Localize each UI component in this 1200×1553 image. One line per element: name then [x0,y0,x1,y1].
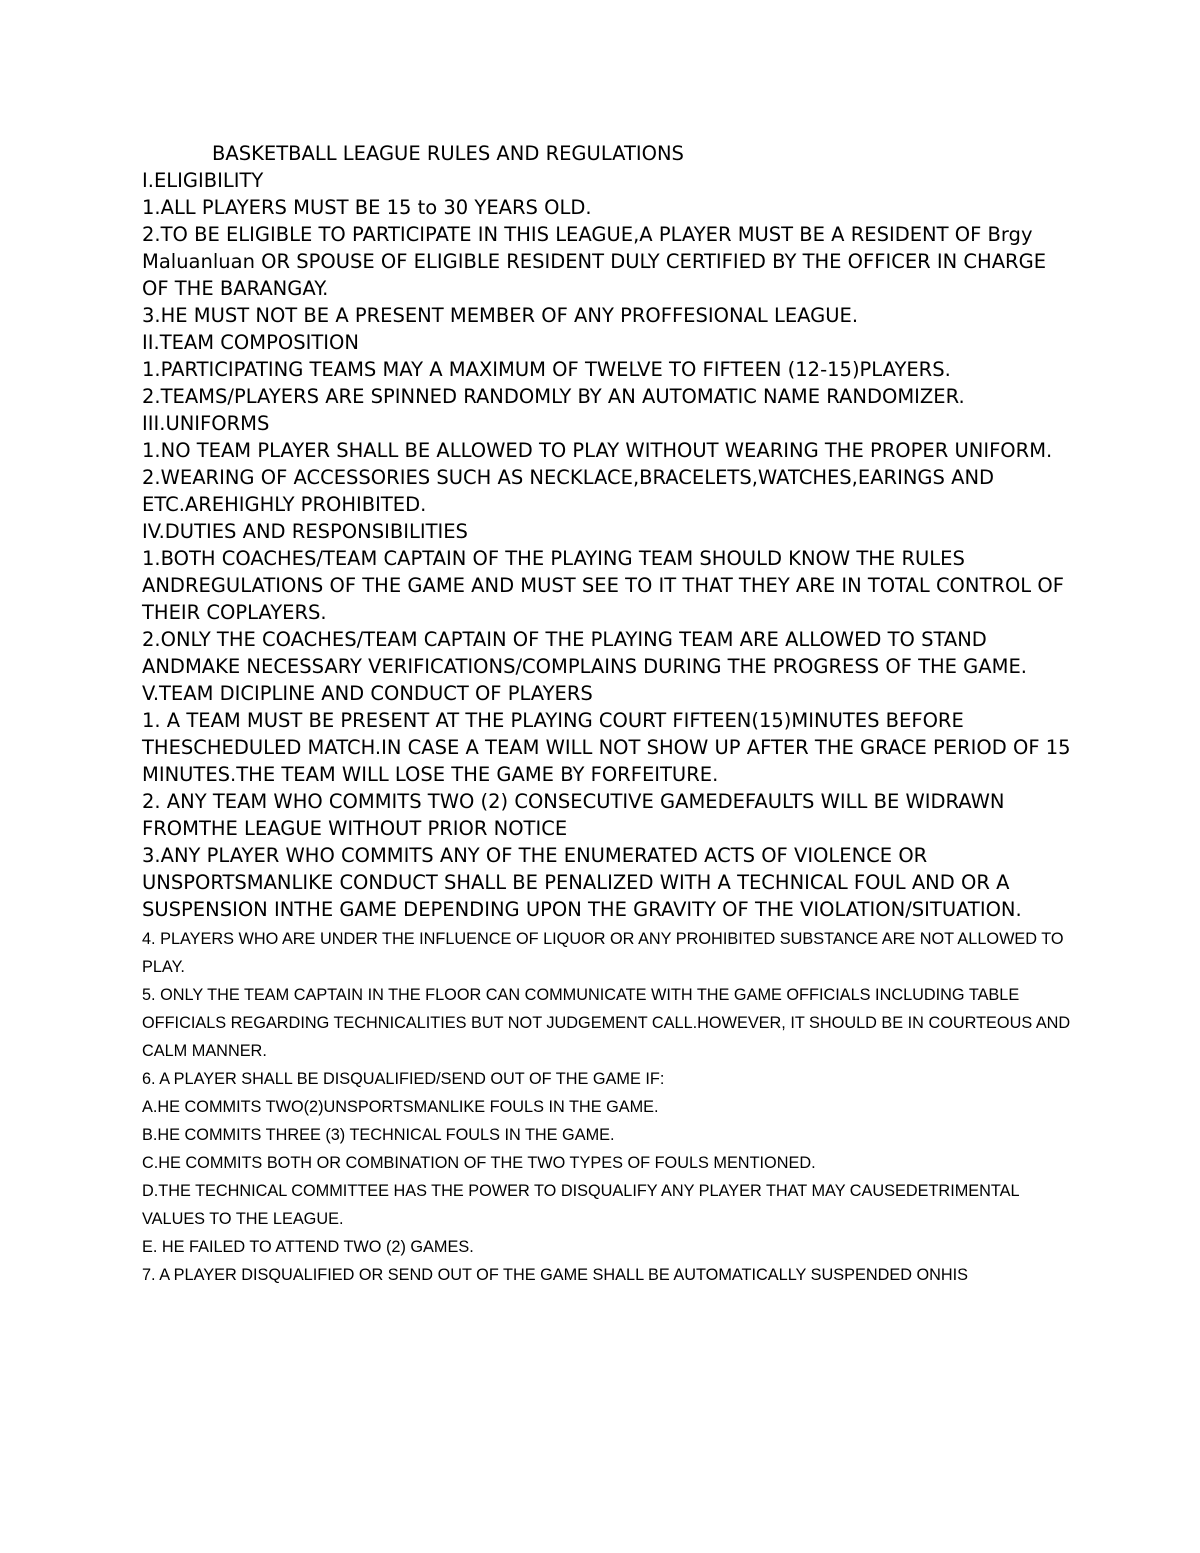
rule-subitem: E. HE FAILED TO ATTEND TWO (2) GAMES. [142,1238,474,1256]
rule-subitem: C.HE COMMITS BOTH OR COMBINATION OF THE TWO TYPES OF FOULS MENTIONED. [142,1154,816,1172]
rule-subitem: D.THE TECHNICAL COMMITTEE HAS THE POWER TO DISQUALIFY ANY PLAYER THAT MAY CAUSEDETRIMENTAL VALUES TO THE LEAGUE. [142,1182,1019,1228]
rule-subitem: A.HE COMMITS TWO(2)UNSPORTSMANLIKE FOULS IN THE GAME. [142,1098,659,1116]
rule-paragraph: 4. PLAYERS WHO ARE UNDER THE INFLUENCE OF LIQUOR OR ANY PROHIBITED SUBSTANCE ARE NOT ALLOWED TO PLAY. [142,930,1064,976]
rule-paragraph: 5. ONLY THE TEAM CAPTAIN IN THE FLOOR CAN COMMUNICATE WITH THE GAME OFFICIALS INCLUDING TABLE OFFICIALS REGARDING TECHNICALITIES BUT NOT JUDGEMENT CALL.HOWEVER, IT SHOULD BE IN COURTEOUS AND CALM MANNER. [142,986,1071,1060]
rule-paragraph: 1.NO TEAM PLAYER SHALL BE ALLOWED TO PLAY WITHOUT WEARING THE PROPER UNIFORM. [142,439,1053,462]
rule-paragraph: 2.TEAMS/PLAYERS ARE SPINNED RANDOMLY BY AN AUTOMATIC NAME RANDOMIZER. [142,385,965,408]
rules-section-a [142,167,1072,923]
rule-paragraph: 1.PARTICIPATING TEAMS MAY A MAXIMUM OF TWELVE TO FIFTEEN (12-15)PLAYERS. [142,358,951,381]
section-heading-duties: IV.DUTIES AND RESPONSIBILITIES [142,520,468,543]
rule-paragraph: 2.WEARING OF ACCESSORIES SUCH AS NECKLACE,BRACELETS,WATCHES,EARINGS AND ETC.AREHIGHLY PROHIBITED. [142,466,995,516]
rule-paragraph: 1.ALL PLAYERS MUST BE 15 to 30 YEARS OLD. [142,196,592,219]
rule-paragraph: 1. A TEAM MUST BE PRESENT AT THE PLAYING COURT FIFTEEN(15)MINUTES BEFORE THESCHEDULED MATCH.IN CASE A TEAM WILL NOT SHOW UP AFTER THE GRACE PERIOD OF 15 MINUTES.THE TEAM WILL LOSE THE GAME BY FORFEITURE. [142,709,1071,786]
rule-paragraph: 2.ONLY THE COACHES/TEAM CAPTAIN OF THE PLAYING TEAM ARE ALLOWED TO STAND ANDMAKE NECESSARY VERIFICATIONS/COMPLAINS DURING THE PROGRESS OF THE GAME. [142,628,1027,678]
section-heading-uniforms: III.UNIFORMS [142,412,270,435]
rules-section-b [142,925,1072,1289]
rule-paragraph: 7. A PLAYER DISQUALIFIED OR SEND OUT OF THE GAME SHALL BE AUTOMATICALLY SUSPENDED ONHIS [142,1266,969,1284]
rule-paragraph: 6. A PLAYER SHALL BE DISQUALIFIED/SEND OUT OF THE GAME IF: [142,1070,665,1088]
section-heading-eligibility: I.ELIGIBILITY [142,169,264,192]
rule-paragraph: 2. ANY TEAM WHO COMMITS TWO (2) CONSECUTIVE GAMEDEFAULTS WILL BE WIDRAWN FROMTHE LEAGUE WITHOUT PRIOR NOTICE [142,790,1005,840]
rule-subitem: B.HE COMMITS THREE (3) TECHNICAL FOULS IN THE GAME. [142,1126,615,1144]
rule-paragraph: 3.ANY PLAYER WHO COMMITS ANY OF THE ENUMERATED ACTS OF VIOLENCE OR UNSPORTSMANLIKE CONDUCT SHALL BE PENALIZED WITH A TECHNICAL FOUL AND OR A SUSPENSION INTHE GAME DEPENDING UPON THE GRAVITY OF THE VIOLATION/SITUATION. [142,844,1022,921]
rule-paragraph: 3.HE MUST NOT BE A PRESENT MEMBER OF ANY PROFFESIONAL LEAGUE. [142,304,859,327]
section-heading-team-composition: II.TEAM COMPOSITION [142,331,359,354]
document-content [142,140,1072,1289]
rule-paragraph: 2.TO BE ELIGIBLE TO PARTICIPATE IN THIS LEAGUE,A PLAYER MUST BE A RESIDENT OF Brgy Maluanluan OR SPOUSE OF ELIGIBLE RESIDENT DULY CERTIFIED BY THE OFFICER IN CHARGE OF THE BARANGAY. [142,223,1047,300]
rule-paragraph: 1.BOTH COACHES/TEAM CAPTAIN OF THE PLAYING TEAM SHOULD KNOW THE RULES ANDREGULATIONS OF THE GAME AND MUST SEE TO IT THAT THEY ARE IN TOTAL CONTROL OF THEIR COPLAYERS. [142,547,1064,624]
section-heading-discipline: V.TEAM DICIPLINE AND CONDUCT OF PLAYERS [142,682,593,705]
document-title: BASKETBALL LEAGUE RULES AND REGULATIONS [212,142,684,165]
